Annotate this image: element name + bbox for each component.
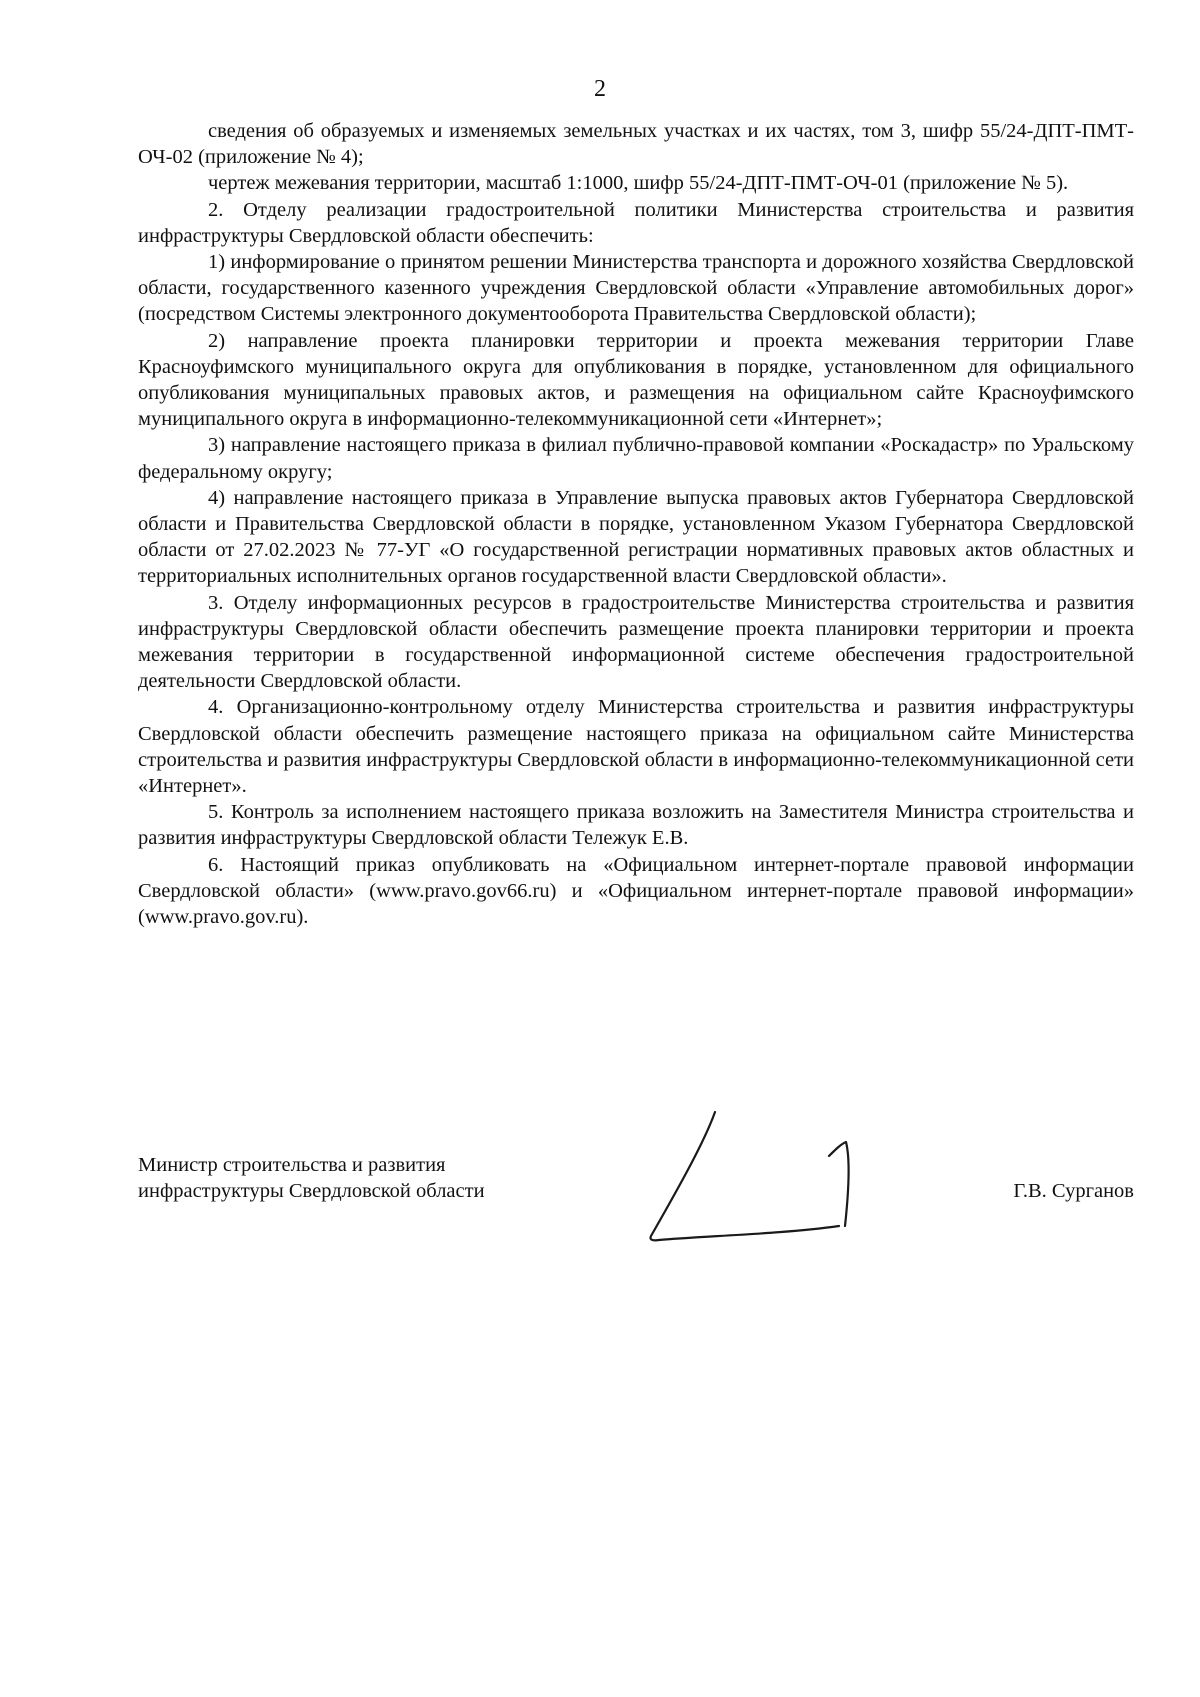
paragraph-item-2-1: 1) информирование о принятом решении Министерства транспорта и дорожного хозяйства Свердловской области, государственного казенного учреждения Свердловской области «Управление автомобильных дорог» (посредством Системы электронного документооборота Правительства Свердловской области);	[138, 251, 1134, 326]
handwritten-signature	[643, 1110, 903, 1250]
paragraph-item-2-3: 3) направление настоящего приказа в филиал публично-правовой компании «Роскадастр» по Уральскому федеральному округу;	[138, 434, 1134, 483]
signer-name: Г.В. Сурганов	[1013, 1180, 1134, 1202]
paragraph-item-4: 4. Организационно-контрольному отделу Министерства строительства и развития инфраструктуры Свердловской области обеспечить размещение настоящего приказа на официальном сайте Министерства строительства и развития инфраструктуры Свердловской области в информационно-телекоммуникационной сети «Интернет».	[138, 696, 1134, 798]
paragraph-land-plots-info: сведения об образуемых и изменяемых земельных участках и их частях, том 3, шифр 55/24-ДПТ-ПМТ-ОЧ-02 (приложение № 4);	[138, 120, 1134, 169]
signer-position	[138, 1152, 578, 1204]
paragraph-item-3: 3. Отделу информационных ресурсов в градостроительстве Министерства строительства и развития инфраструктуры Свердловской области обеспечить размещение проекта планировки территории и проекта межевания территории в государственной информационной системе обеспечения градостроительной деятельности Свердловской области.	[138, 591, 1134, 693]
document-body	[138, 118, 1134, 930]
paragraph-item-2: 2. Отделу реализации градостроительной политики Министерства строительства и развития инфраструктуры Свердловской области обеспечить:	[138, 198, 1134, 247]
paragraph-item-6: 6. Настоящий приказ опубликовать на «Официальном интернет-портале правовой информации Свердловской области» (www.pravo.gov66.ru) и «Официальном интернет-портале правовой информации» (www.pravo.gov.ru).	[138, 853, 1134, 929]
signer-position-line-2: инфраструктуры Свердловской области	[138, 1180, 485, 1203]
signature-block	[138, 1152, 1134, 1292]
signer-position-line-1: Министр строительства и развития	[138, 1154, 446, 1176]
page-number: 2	[594, 76, 606, 102]
paragraph-item-2-2: 2) направление проекта планировки территории и проекта межевания территории Главе Красноуфимского муниципального округа для опубликования в порядке, установленном для официального опубликования муниципальных правовых актов, и размещения на официальном сайте Красноуфимского муниципального округа в информационно-телекоммуникационной сети «Интернет»;	[138, 329, 1134, 431]
paragraph-item-2-4: 4) направление настоящего приказа в Управление выпуска правовых актов Губернатора Свердловской области и Правительства Свердловской области в порядке, установленном Указом Губернатора Свердловской области от 27.02.2023 № 77-УГ «О государственной регистрации нормативных правовых актов областных и территориальных исполнительных органов государственной власти Свердловской области».	[138, 486, 1134, 588]
paragraph-item-5: 5. Контроль за исполнением настоящего приказа возложить на Заместителя Министра строительства и развития инфраструктуры Свердловской области Тележук Е.В.	[138, 801, 1134, 850]
paragraph-survey-drawing: чертеж межевания территории, масштаб 1:1000, шифр 55/24-ДПТ-ПМТ-ОЧ-01 (приложение № 5).	[208, 172, 1069, 195]
